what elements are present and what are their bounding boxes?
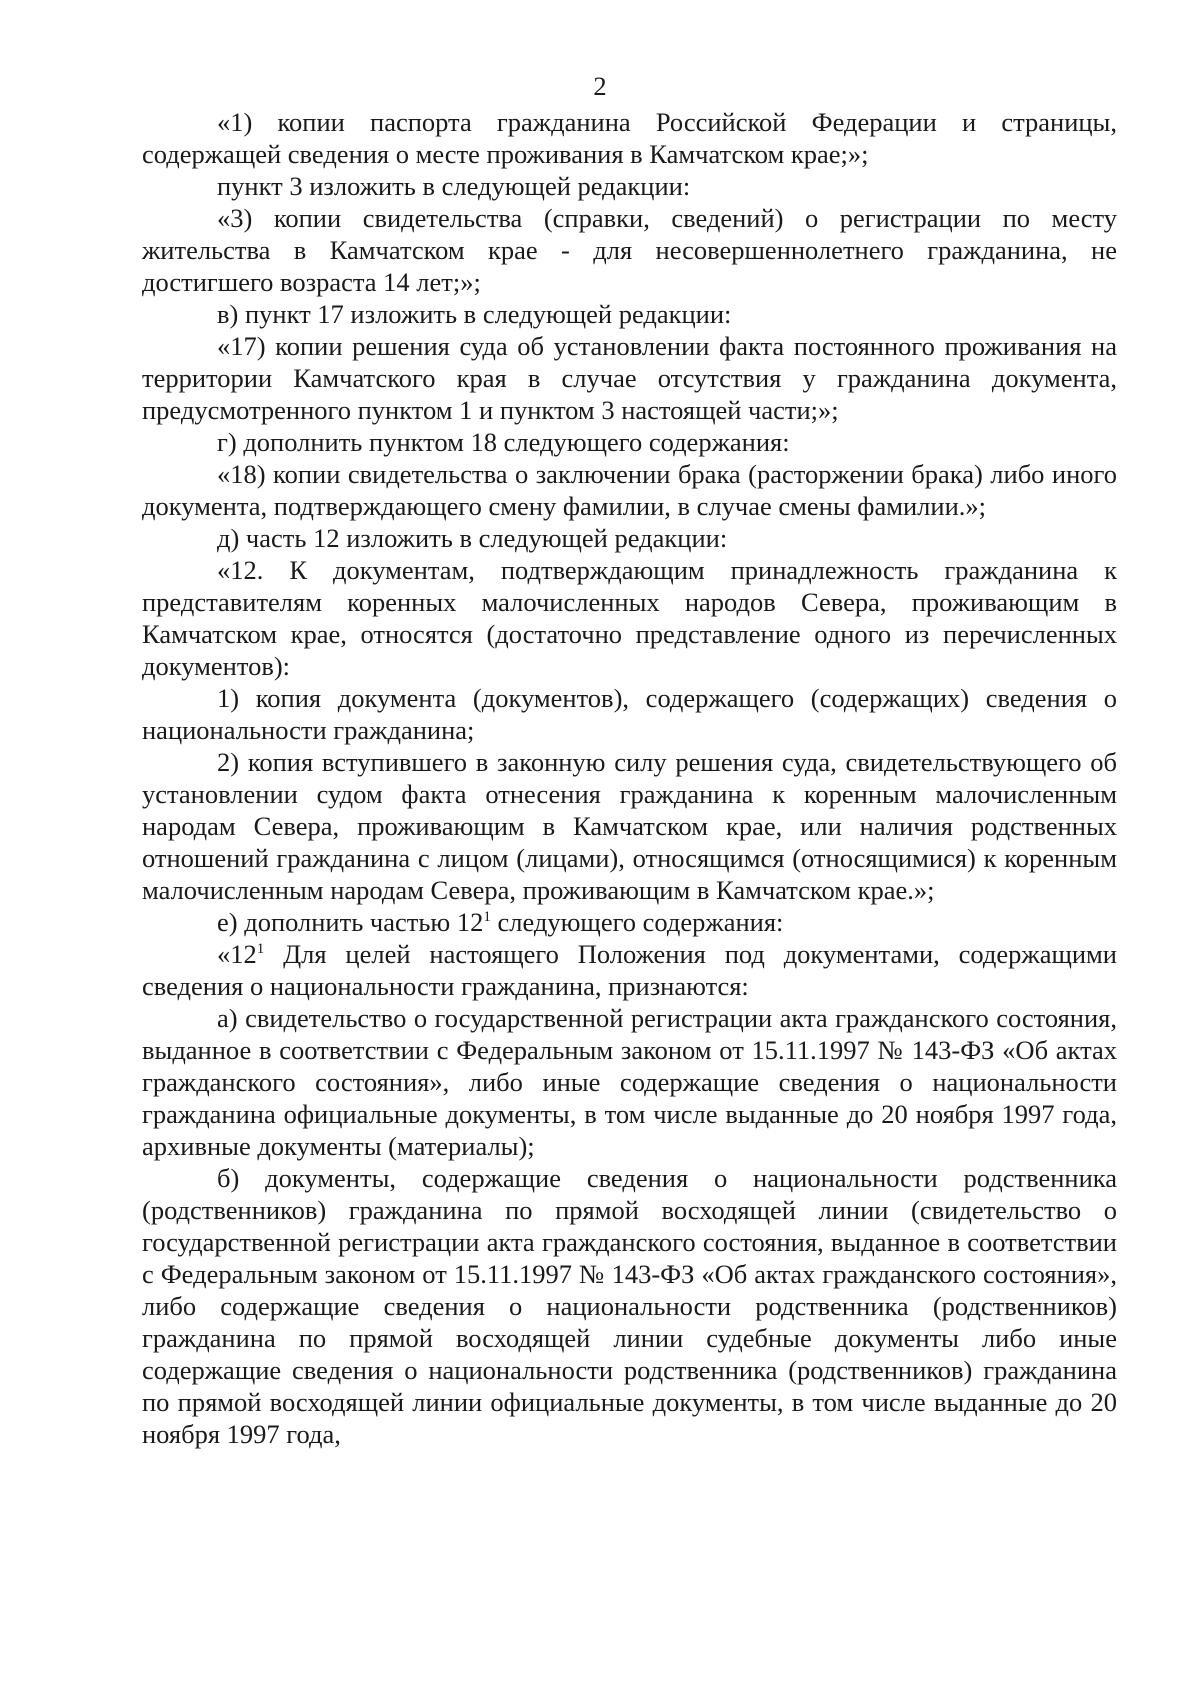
paragraph-text: «12 xyxy=(217,939,257,969)
paragraph: «12. К документам, подтверждающим принадлежность гражданина к представителям коренных малочисленных народов Севера, проживающим в Камчатском крае, относятся (достаточно представление одного из перечисленных документов): xyxy=(142,555,1117,681)
paragraph: г) дополнить пунктом 18 следующего содержания: xyxy=(217,427,790,457)
paragraph: пункт 3 изложить в следующей редакции: xyxy=(217,171,691,201)
paragraph: «1) копии паспорта гражданина Российской Федерации и страницы, содержащей сведения о месте проживания в Камчатском крае;»; xyxy=(142,107,1117,169)
paragraph: 2) копия вступившего в законную силу решения суда, свидетельствующего об установлении судом факта отнесения гражданина к коренным малочисленным народам Севера, проживающим в Камчатском крае, или наличия родственных отношений гражданина с лицом (лицами), относящимся (относящимися) к коренным малочисленным народам Севера, проживающим в Камчатском крае.»; xyxy=(142,747,1117,905)
paragraph: «3) копии свидетельства (справки, сведений) о регистрации по месту жительства в Камчатском крае - для несовершеннолетнего гражданина, не достигшего возраста 14 лет;»; xyxy=(142,203,1117,297)
paragraph-text: следующего содержания: xyxy=(490,907,784,937)
paragraph: 1) копия документа (документов), содержащего (содержащих) сведения о национальности гражданина; xyxy=(142,683,1117,745)
paragraph xyxy=(142,938,1117,1002)
paragraph: «17) копии решения суда об установлении факта постоянного проживания на территории Камчатского края в случае отсутствия у гражданина документа, предусмотренного пунктом 1 и пунктом 3 настоящей части;»; xyxy=(142,331,1117,425)
last-paragraph: б) документы, содержащие сведения о национальности родственника (родственников) гражданина по прямой восходящей линии (свидетельство о государственной регистрации акта гражданского состояния, выданное в соответствии с Федеральным законом от 15.11.1997 № 143-ФЗ «Об актах гражданского состояния», либо содержащие сведения о национальности родственника (родственников) гражданина по прямой восходящей линии судебные документы либо иные содержащие сведения о национальности родственника (родственников) гражданина по прямой восходящей линии официальные документы, в том числе выданные до 20 ноября 1997 года, xyxy=(142,1163,1117,1449)
paragraph-text: Для целей настоящего Положения под документами, содержащими сведения о национальности гражданина, признаются: xyxy=(142,939,1117,1001)
document-body xyxy=(142,106,1117,1450)
page-number: 2 xyxy=(593,71,607,101)
paragraph: в) пункт 17 изложить в следующей редакции: xyxy=(217,299,732,329)
paragraph: а) свидетельство о государственной регистрации акта гражданского состояния, выданное в соответствии с Федеральным законом от 15.11.1997 № 143-ФЗ «Об актах гражданского состояния», либо иные содержащие сведения о национальности гражданина официальные документы, в том числе выданные до 20 ноября 1997 года, архивные документы (материалы); xyxy=(142,1003,1117,1161)
paragraph: «18) копии свидетельства о заключении брака (расторжении брака) либо иного документа, подтверждающего смену фамилии, в случае смены фамилии.»; xyxy=(142,459,1117,521)
paragraph-text: е) дополнить частью 12 xyxy=(217,907,484,937)
superscript: 1 xyxy=(483,909,491,925)
paragraph xyxy=(142,906,1117,938)
superscript: 1 xyxy=(256,941,265,957)
paragraph: д) часть 12 изложить в следующей редакции: xyxy=(217,523,728,553)
